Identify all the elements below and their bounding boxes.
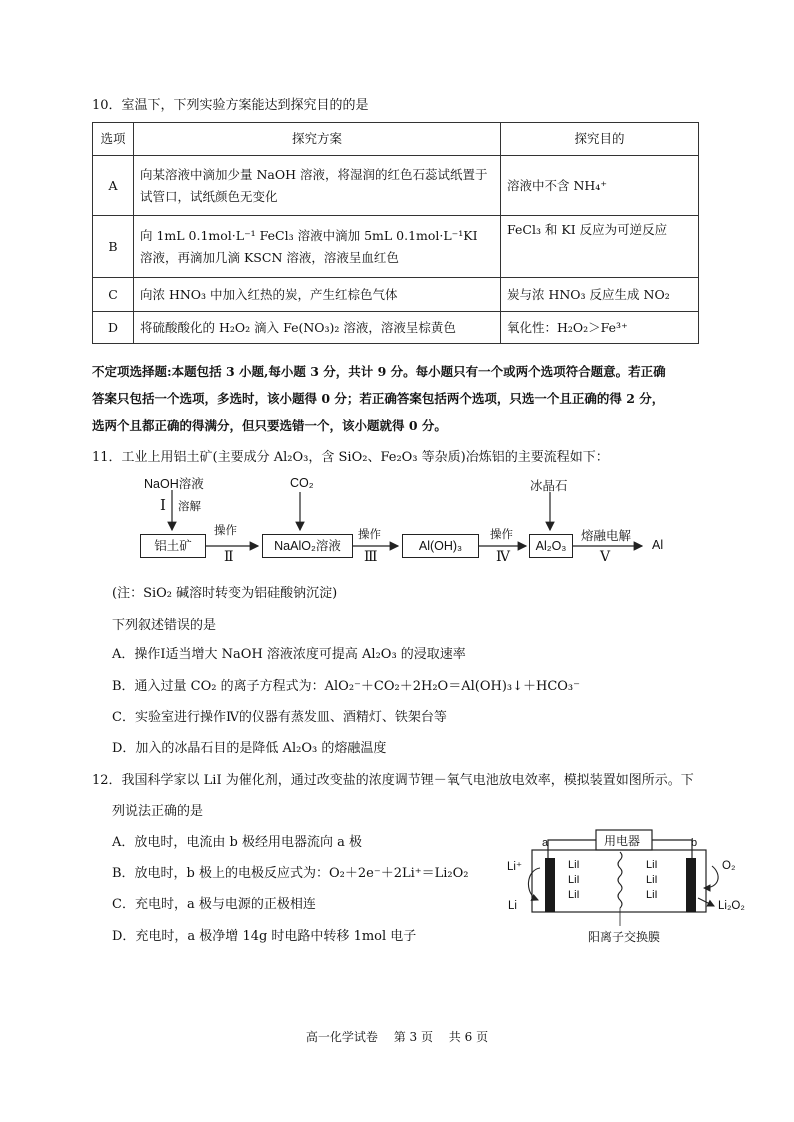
- multi-choice-note: [92, 358, 666, 439]
- q11-option-b: B．通入过量 CO₂ 的离子方程式为：AlO₂⁻＋CO₂＋2H₂O＝Al(OH)₃↓＋HCO₃⁻: [112, 679, 581, 694]
- op-2-numeral: Ⅱ: [224, 549, 234, 565]
- lii-label: LiI: [568, 874, 580, 886]
- table-row: [93, 278, 699, 312]
- lii-label: LiI: [568, 889, 580, 901]
- row-goal: 溶液中不含 NH₄⁺: [501, 156, 699, 216]
- op-2-label: 操作: [214, 523, 237, 537]
- note-line: 不定项选择题:本题包括 3 小题,每小题 3 分，共计 9 分。每小题只有一个或两个选项符合题意。若正确: [92, 364, 666, 379]
- table-row: [93, 156, 699, 216]
- electrode-a-label: a: [542, 837, 549, 849]
- header-option: 选项: [93, 123, 134, 156]
- q11-note: (注：SiO₂ 碱溶时转变为铝硅酸钠沉淀): [112, 586, 338, 601]
- q12-option-c: C．充电时，a 极与电源的正极相连: [112, 897, 316, 912]
- op-5-numeral: Ⅴ: [600, 549, 611, 565]
- lii-left-column: [568, 858, 580, 903]
- row-goal: 炭与浓 HNO₃ 反应生成 NO₂: [501, 278, 699, 312]
- row-plan: 向浓 HNO₃ 中加入红热的炭，产生红棕色气体: [134, 278, 501, 312]
- q12-option-d: D．充电时，a 极净增 14g 时电路中转移 1mol 电子: [112, 929, 417, 944]
- li-ion-label: Li⁺: [507, 861, 523, 873]
- q10-table: [92, 122, 699, 344]
- box-bauxite: 铝土矿: [140, 534, 206, 558]
- q12-option-a: A．放电时，电流由 b 极经用电器流向 a 极: [112, 835, 362, 850]
- header-plan: 探究方案: [134, 123, 501, 156]
- op-3-numeral: Ⅲ: [364, 549, 378, 565]
- box-aloh3: Al(OH)₃: [402, 534, 479, 558]
- li2o2-label: Li₂O₂: [718, 900, 745, 912]
- table-row: [93, 216, 699, 278]
- table-row: [93, 312, 699, 344]
- q11-option-a: A．操作Ⅰ适当增大 NaOH 溶液浓度可提高 Al₂O₃ 的浸取速率: [112, 647, 466, 662]
- membrane-label: 阳离子交换膜: [588, 930, 661, 944]
- op-3-label: 操作: [358, 527, 381, 541]
- q12-stem-line2: 列说法正确的是: [112, 804, 204, 819]
- step-1-numeral: Ⅰ: [160, 496, 166, 514]
- row-option: B: [93, 216, 134, 278]
- row-option: C: [93, 278, 134, 312]
- row-plan: 向某溶液中滴加少量 NaOH 溶液，将湿润的红色石蕊试纸置于试管口，试纸颜色无变化: [134, 156, 501, 216]
- row-plan: 向 1mL 0.1mol·L⁻¹ FeCl₃ 溶液中滴加 5mL 0.1mol·L⁻¹KI 溶液，再滴加几滴 KSCN 溶液，溶液呈血红色: [134, 216, 501, 278]
- row-option: A: [93, 156, 134, 216]
- lii-right-column: [646, 858, 658, 903]
- li-label: Li: [508, 900, 517, 912]
- q11-option-d: D．加入的冰晶石目的是降低 Al₂O₃ 的熔融温度: [112, 741, 387, 756]
- header-goal: 探究目的: [501, 123, 699, 156]
- lii-label: LiI: [646, 859, 658, 871]
- step-1-label: 溶解: [178, 499, 201, 513]
- q11-option-c: C．实验室进行操作Ⅳ的仪器有蒸发皿、酒精灯、铁架台等: [112, 710, 447, 725]
- q12-option-b: B．放电时，b 极上的电极反应式为：O₂＋2e⁻＋2Li⁺＝Li₂O₂: [112, 866, 469, 881]
- lii-label: LiI: [646, 889, 658, 901]
- reagent-naoh: NaOH溶液: [144, 477, 204, 491]
- battery-diagram: [490, 818, 750, 958]
- q11-stem: 11．工业上用铝土矿(主要成分 Al₂O₃，含 SiO₂、Fe₂O₃ 等杂质)冶炼铝的主要流程如下：: [92, 450, 609, 465]
- row-goal: FeCl₃ 和 KI 反应为可逆反应: [501, 216, 699, 278]
- q11-ask: 下列叙述错误的是: [112, 618, 217, 633]
- q12-stem-line1: 12．我国科学家以 LiI 为催化剂，通过改变盐的浓度调节锂－氧气电池放电效率，模拟装置如图所示。下: [92, 773, 694, 788]
- op-4-numeral: Ⅳ: [496, 549, 510, 565]
- electrode-b-label: b: [691, 837, 698, 849]
- lii-label: LiI: [646, 874, 658, 886]
- table-header-row: [93, 123, 699, 156]
- op-4-label: 操作: [490, 527, 513, 541]
- o2-label: O₂: [722, 860, 736, 872]
- electrolysis-label: 熔融电解: [581, 528, 632, 543]
- note-line: 选两个且都正确的得满分，但只要选错一个，该小题就得 0 分。: [92, 418, 447, 433]
- note-line: 答案只包括一个选项，多选时，该小题得 0 分；若正确答案包括两个选项，只选一个且正确的得 2 分，: [92, 391, 665, 406]
- q10-stem: 10．室温下，下列实验方案能达到探究目的的是: [92, 98, 369, 113]
- device-label: 用电器: [604, 834, 641, 848]
- row-plan: 将硫酸酸化的 H₂O₂ 滴入 Fe(NO₃)₂ 溶液，溶液呈棕黄色: [134, 312, 501, 344]
- product-al: Al: [652, 538, 664, 552]
- row-option: D: [93, 312, 134, 344]
- box-al2o3: Al₂O₃: [529, 534, 573, 558]
- row-goal: 氧化性：H₂O₂＞Fe³⁺: [501, 312, 699, 344]
- lii-label: LiI: [568, 859, 580, 871]
- reagent-cryolite: 冰晶石: [530, 478, 568, 493]
- box-naalo2: NaAlO₂溶液: [262, 534, 353, 558]
- page-footer: 高一化学试卷 第 3 页 共 6 页: [305, 1030, 489, 1044]
- reagent-co2: CO₂: [290, 476, 314, 490]
